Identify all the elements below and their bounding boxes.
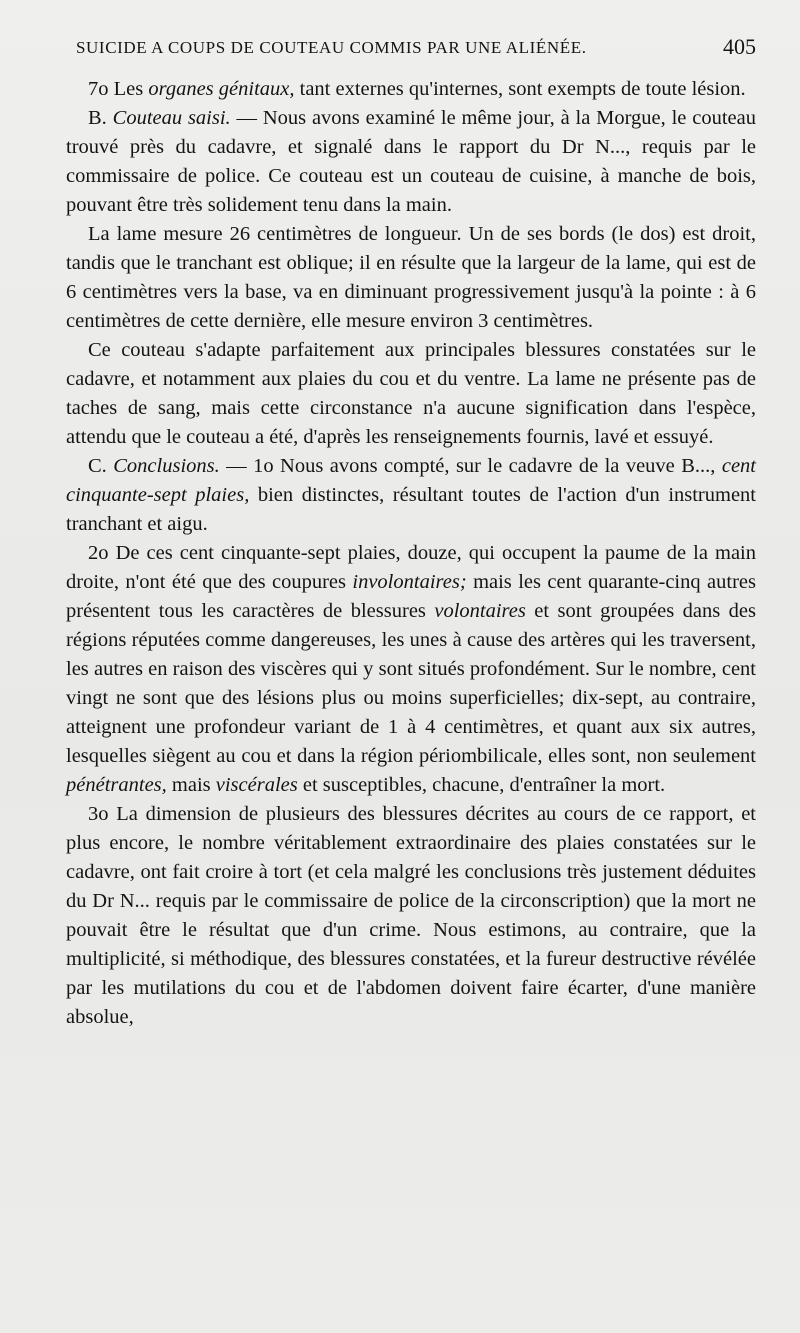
text-span: mais: [166, 774, 216, 796]
running-title: SUICIDE A COUPS DE COUTEAU COMMIS PAR UNE ALIÉNÉE.: [76, 38, 587, 57]
text-span: et sont groupées dans des régions réputées comme dangereuses, les unes à cause des artères qui les traversent, les autres en raison des viscères qui y sont situés profondément. Sur le nombre, cent vingt ne sont que des lésions plus ou moins superficielles; dix-sept, au contraire, atteignent une profondeur variant de 1 à 4 centimètres, et quant aux six autres, lesquelles siègent au cou et dans la région périombilicale, elles sont, non seulement: [66, 600, 756, 767]
paragraph-organes-genitaux: [66, 75, 756, 104]
italic-span: cent cinquante-sept plaies,: [66, 455, 756, 506]
text-span: bien distinctes, résultant toutes de l'action d'un instrument tranchant et aigu.: [66, 484, 757, 535]
page-number: 405: [723, 34, 756, 59]
running-header: [66, 34, 756, 74]
italic-span: viscérales: [215, 774, 298, 796]
section-heading-italic: Couteau saisi.: [112, 107, 231, 129]
paragraph-cent-cinquante-sept: [66, 539, 756, 800]
paragraph-dimension: [66, 800, 756, 1032]
text-span: mais les cent quarante-cinq autres présentent tous les caractères de blessures: [66, 571, 756, 622]
text-span: tant externes qu'internes, sont exempts de toute lésion.: [294, 78, 746, 100]
italic-span: volontaires: [434, 600, 526, 622]
section-heading-italic: Conclusions.: [113, 455, 220, 477]
paragraph-lame: [66, 220, 756, 336]
text-span: La lame mesure 26 centimètres de longueur. Un de ses bords (le dos) est droit, tandis que le tranchant est oblique; il en résulte que la largeur de la lame, qui est de 6 centimètres vers la base, va en diminuant progressivement jusqu'à la pointe : à 6 centimètres de cette dernière, elle mesure environ 3 centimètres.: [66, 223, 756, 332]
text-span: C.: [88, 455, 114, 477]
paragraph-couteau-saisi: [66, 104, 756, 220]
text-span: 3o La dimension de plusieurs des blessures décrites au cours de ce rapport, et plus encore, le nombre véritablement extraordinaire des plaies constatées sur le cadavre, ont fait croire à tort (et cela malgré les conclusions très justement déduites du Dr N... requis par le commissaire de police de la circonscription) que la mort ne pouvait être le résultat que d'un crime. Nous estimons, au contraire, que la multiplicité, si méthodique, des blessures constatées, et la fureur destructive révélée par les mutilations du cou et de l'abdomen doivent faire écarter, d'une manière absolue,: [66, 803, 756, 1028]
italic-span: involontaires;: [352, 571, 467, 593]
text-span: 2o De ces cent cinquante-sept plaies, douze, qui occupent la paume de la main droite, n'ont été que des coupures: [66, 542, 756, 593]
paragraph-adaptation: [66, 336, 756, 452]
text-span: et susceptibles, chacune, d'entraîner la mort.: [297, 774, 666, 796]
text-span: B.: [88, 107, 113, 129]
italic-span: organes génitaux,: [148, 78, 295, 100]
paragraph-conclusions: [66, 452, 756, 539]
text-span: Ce couteau s'adapte parfaitement aux principales blessures constatées sur le cadavre, et notamment aux plaies du cou et du ventre. La lame ne présente pas de taches de sang, mais cette circonstance n'a aucune signification dans l'espèce, attendu que le couteau a été, d'après les renseignements fournis, lavé et essuyé.: [66, 339, 756, 448]
text-span: 7o Les: [88, 78, 149, 100]
text-span: — Nous avons examiné le même jour, à la Morgue, le couteau trouvé près du cadavre, et signalé dans le rapport du Dr N..., requis par le commissaire de police. Ce couteau est un couteau de cuisine, à manche de bois, pouvant être très solidement tenu dans la main.: [66, 107, 756, 216]
body-text: [66, 75, 756, 1032]
italic-span: pénétrantes,: [66, 774, 167, 796]
text-span: — 1o Nous avons compté, sur le cadavre de la veuve B...,: [219, 455, 722, 477]
